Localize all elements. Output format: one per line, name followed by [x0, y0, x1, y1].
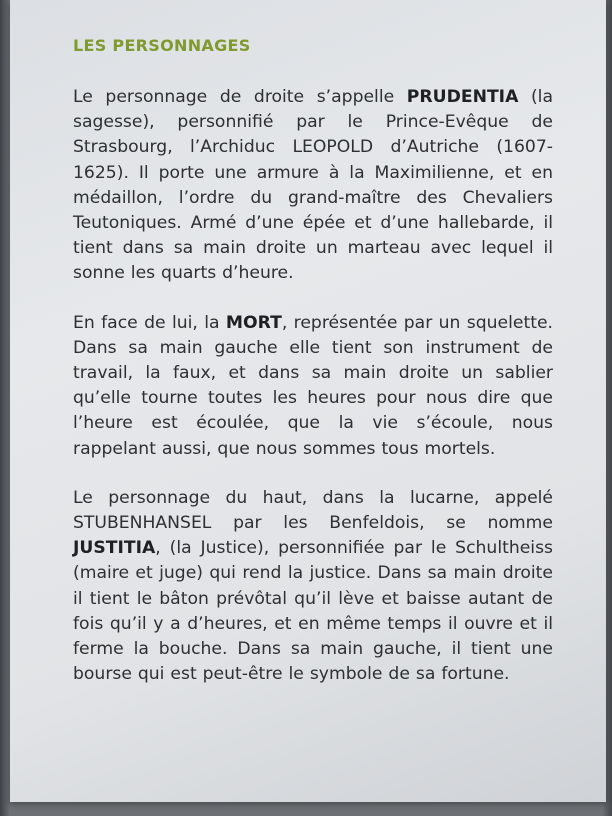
printed-sheet — [10, 0, 606, 802]
name-mort: MORT — [225, 312, 282, 333]
paragraph-justitia — [73, 486, 553, 688]
paragraph-text: Le personnage de droite s’appelle — [73, 87, 407, 107]
paragraph-text: , (la Justice), personnifiée par le Schultheiss (maire et juge) qui rend la justice. Dans sa main droite il tient le bâton prévôtal qu’il lève et baisse autant de fois qu’il y a d’heures, et en même temps il ouvre et il ferme la bouche. Dans sa main gauche, il tient une bourse qui est peut-être le symbole de sa fortune. — [73, 538, 553, 685]
paragraph-text: , représentée par un squelette. Dans sa main gauche elle tient son instrument de travail, la faux, et dans sa main droite un sablier qu’elle tourne toutes les heures pour nous dire que l’heure est écoulée, que la vie s’écoule, nous rappelant aussi, que nous sommes tous mortels. — [73, 312, 553, 459]
paragraph-text: (la sagesse), personnifié par le Prince-Evêque de Strasbourg, l’Archiduc LEOPOLD d’Autriche (1607-1625). Il porte une armure à la Maximilienne, et en médaillon, l’ordre du grand-maître des Chevaliers Teutoniques. Armé d’une épée et d’une hallebarde, il tient dans sa main droite un marteau avec lequel il sonne les quarts d’heure. — [73, 87, 553, 284]
paragraph-prudentia — [73, 85, 553, 287]
document-body — [73, 34, 553, 711]
name-prudentia: PRUDENTIA — [406, 87, 519, 107]
paragraph-text: Le personnage du haut, dans la lucarne, appelé STUBENHANSEL par les Benfeldois, se nomme — [73, 487, 553, 534]
name-justitia: JUSTITIA — [73, 538, 156, 559]
paragraph-mort — [73, 311, 553, 462]
section-heading: LES PERSONNAGES — [73, 36, 251, 55]
paragraph-text: En face de lui, la — [73, 312, 226, 333]
